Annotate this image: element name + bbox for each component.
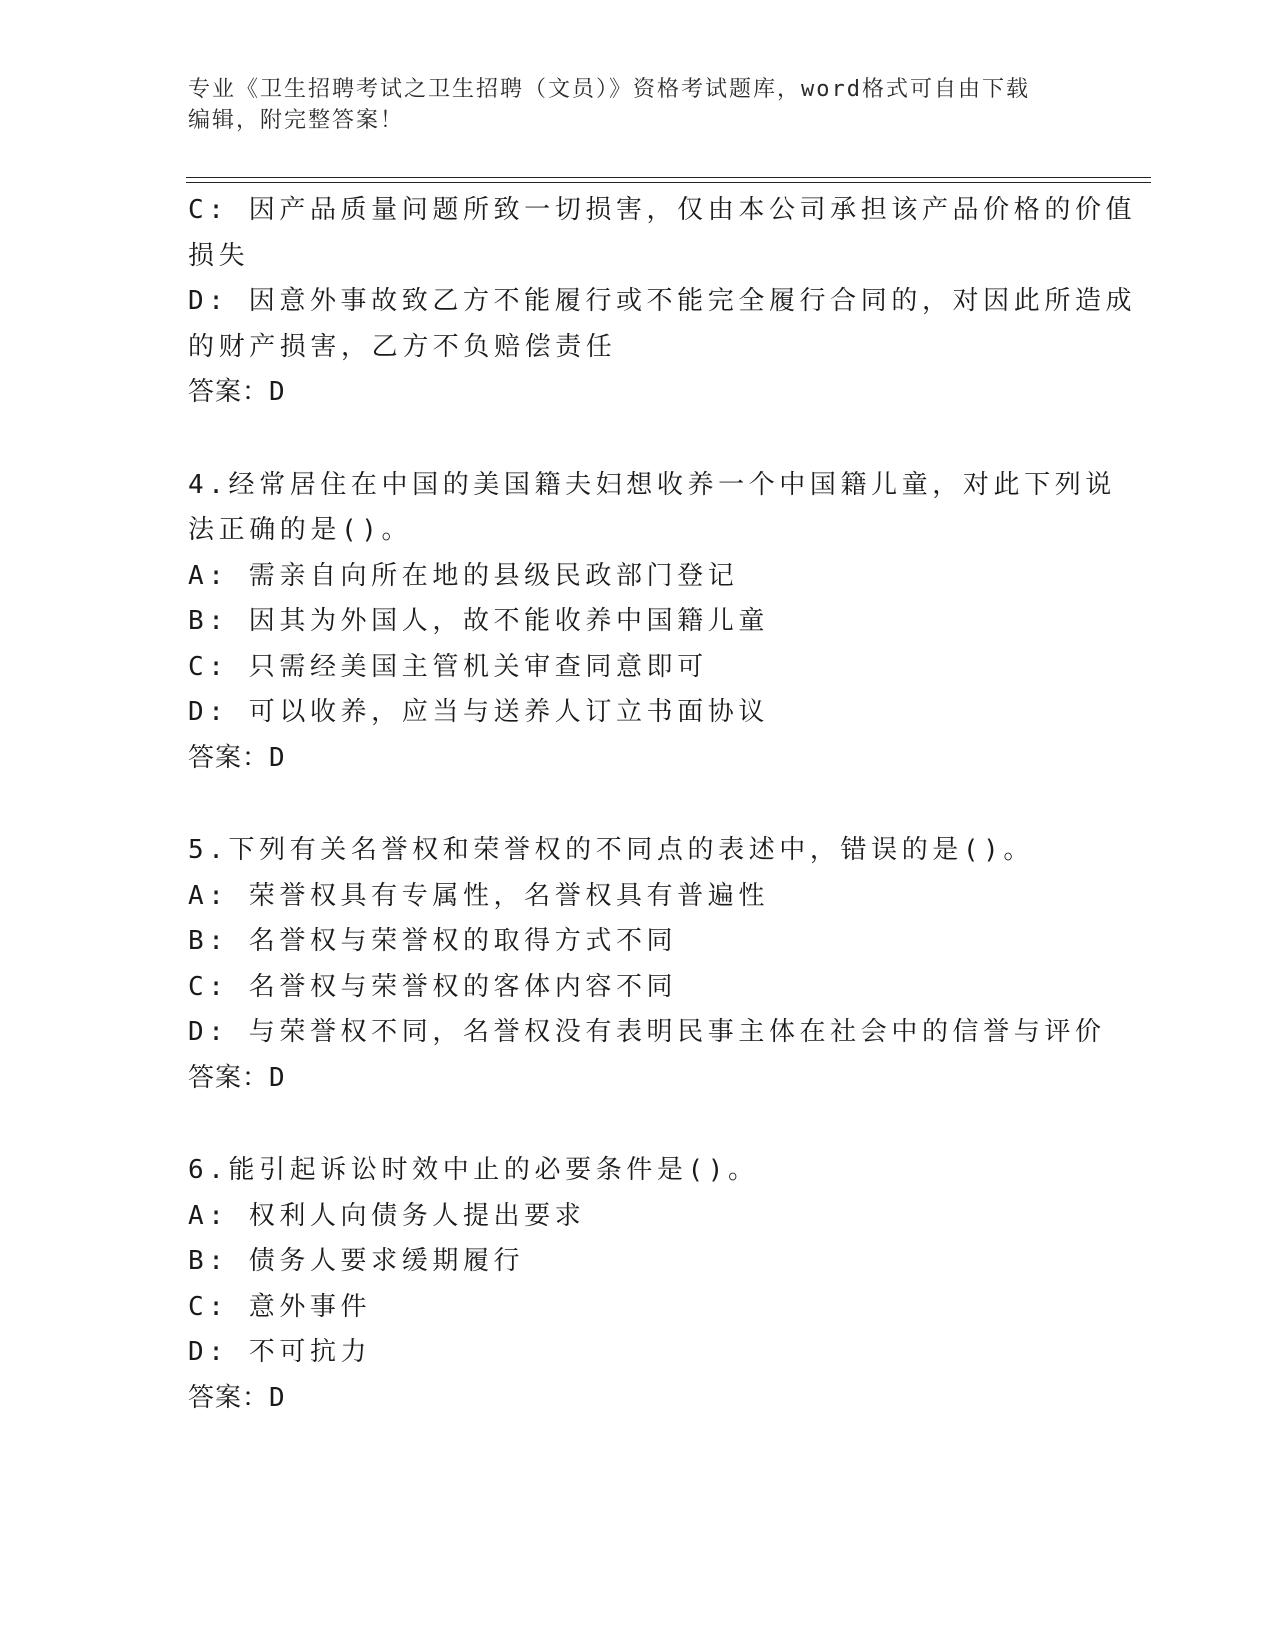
question-stem-line-1: 5.下列有关名誉权和荣誉权的不同点的表述中，错误的是()。 [188,835,1035,865]
header-divider-bottom [186,182,1151,183]
header-line-2: 编辑，附完整答案！ [188,108,405,133]
option-d: D: 与荣誉权不同，名誉权没有表明民事主体在社会中的信誉与评价 [188,1017,1106,1047]
answer-label: 答案：D [188,1062,286,1093]
option-a: A: 需亲自向所在地的县级民政部门登记 [188,560,739,591]
question-5 [188,828,1106,1101]
document-body [188,188,1137,1421]
header-divider-top [186,177,1151,178]
option-d-line-1: D: 因意外事故致乙方不能履行或不能完全履行合同的，对因此所造成 [188,286,1137,316]
option-a: A: 荣誉权具有专属性，名誉权具有普遍性 [188,880,769,911]
option-c-line-1: C: 因产品质量问题所致一切损害，仅由本公司承担该产品价格的价值 [188,195,1137,225]
option-d: D: 可以收养，应当与送养人订立书面协议 [188,697,769,727]
option-d: D: 不可抗力 [188,1337,372,1367]
option-c-line-2: 损失 [188,240,250,271]
question-4 [188,463,1116,782]
option-a: A: 权利人向债务人提出要求 [188,1200,586,1231]
question-3-continued [188,188,1137,416]
question-stem-line-1: 6.能引起诉讼时效中止的必要条件是()。 [188,1155,759,1185]
question-stem-line-1: 4.经常居住在中国的美国籍夫妇想收养一个中国籍儿童，对此下列说 [188,469,1116,500]
question-6 [188,1148,1088,1421]
answer-label: 答案：D [188,742,286,773]
option-d-line-2: 的财产损害，乙方不负赔偿责任 [188,331,617,362]
header-line-1: 专业《卫生招聘考试之卫生招聘（文员）》资格考试题库，word格式可自由下载 [188,77,1030,102]
document-header [188,74,1068,136]
question-stem-line-2: 法正确的是()。 [188,515,413,545]
option-c: C: 名誉权与荣誉权的客体内容不同 [188,971,678,1002]
option-c: C: 只需经美国主管机关审查同意即可 [188,651,708,682]
option-b: B: 因其为外国人，故不能收养中国籍儿童 [188,606,769,636]
option-b: B: 名誉权与荣誉权的取得方式不同 [188,926,678,956]
answer-label: 答案：D [188,377,286,407]
answer-label: 答案：D [188,1382,286,1413]
option-b: B: 债务人要求缓期履行 [188,1246,525,1276]
option-c: C: 意外事件 [188,1291,372,1322]
